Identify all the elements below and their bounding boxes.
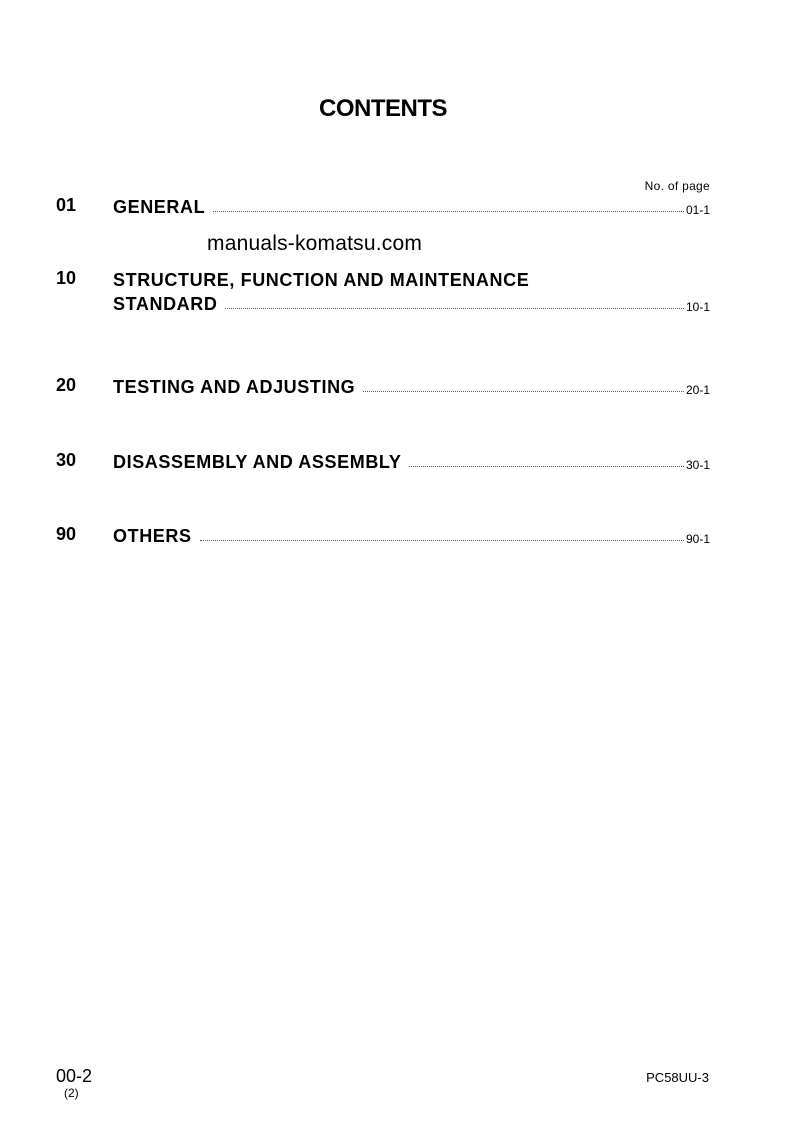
page-column-header: No. of page — [644, 179, 710, 193]
watermark: manuals-komatsu.com — [207, 232, 423, 255]
section-title: TESTING AND ADJUSTING — [113, 377, 356, 397]
section-title: OTHERS — [113, 526, 192, 546]
footer-page-number: 00-2 — [56, 1066, 93, 1086]
section-number: 01 — [56, 195, 77, 215]
footer-model: PC58UU-3 — [646, 1070, 709, 1085]
section-title: STANDARD — [113, 294, 218, 314]
dot-leader — [213, 210, 684, 212]
section-number: 10 — [56, 268, 77, 288]
dot-leader — [225, 307, 684, 309]
dot-leader — [409, 465, 684, 467]
section-page: 20-1 — [685, 383, 710, 397]
section-page: 10-1 — [685, 300, 710, 314]
dot-leader — [200, 539, 684, 541]
section-number: 30 — [56, 450, 77, 470]
page-title: CONTENTS — [319, 95, 447, 122]
section-title-line1: STRUCTURE, FUNCTION AND MAINTENANCE — [113, 270, 530, 290]
dot-leader — [363, 390, 684, 392]
section-page: 90-1 — [685, 532, 710, 546]
section-title: GENERAL — [113, 197, 206, 217]
section-number: 90 — [56, 524, 77, 544]
footer-revision: (2) — [64, 1086, 79, 1100]
section-title: DISASSEMBLY AND ASSEMBLY — [113, 452, 402, 472]
section-page: 01-1 — [685, 203, 710, 217]
section-number: 20 — [56, 375, 77, 395]
section-page: 30-1 — [685, 458, 710, 472]
